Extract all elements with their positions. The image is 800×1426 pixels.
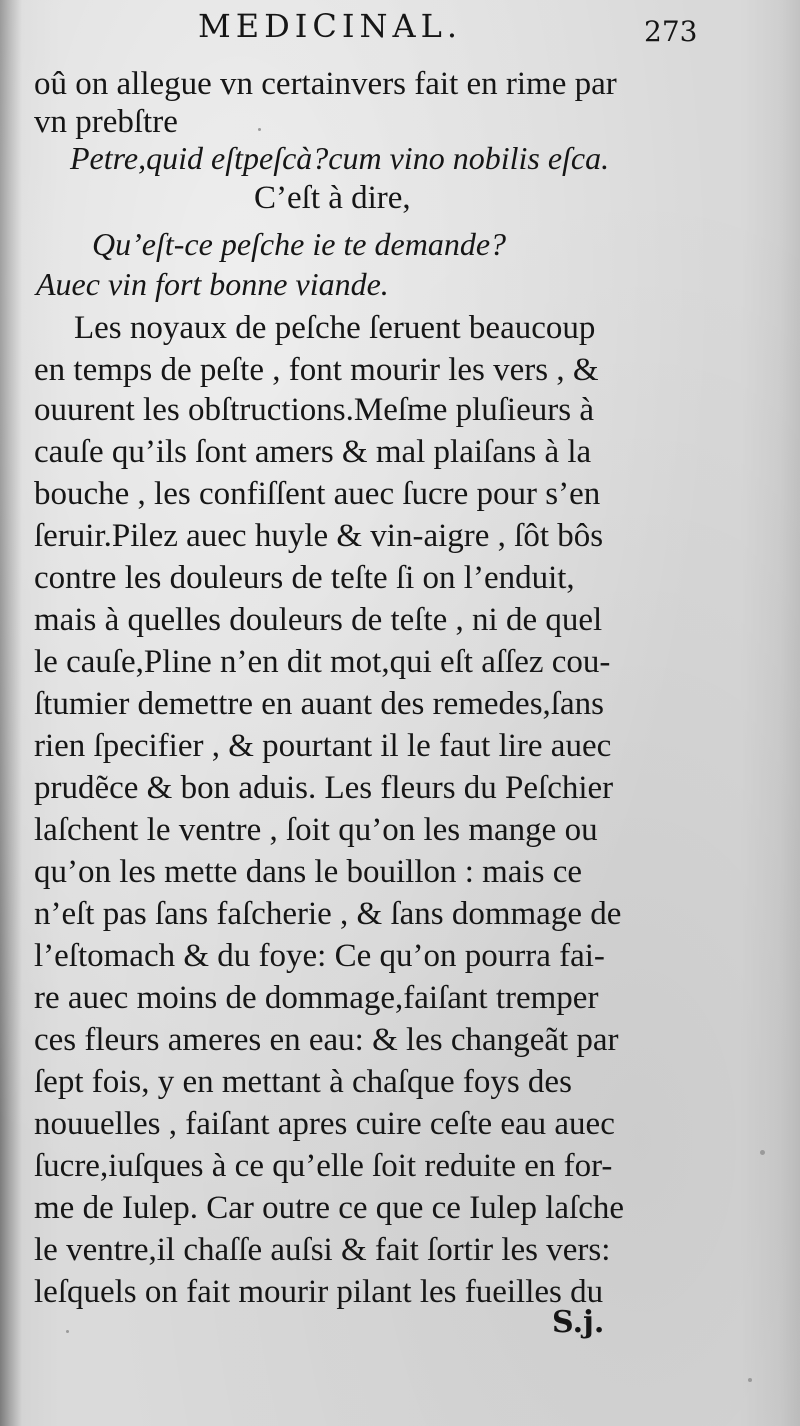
- text-line: l’eſtomach & du foye: Ce qu’on pourra fai-: [34, 938, 605, 974]
- paper-speck: [748, 1378, 752, 1382]
- verse-line: Petre,quid eſtpeſcà?cum vino nobilis eſca.: [70, 140, 610, 176]
- text-line: C’eſt à dire,: [254, 180, 411, 216]
- text-line: le ventre,il chaſſe auſsi & fait ſortir les vers:: [34, 1232, 611, 1268]
- text-line: laſchent le ventre , ſoit qu’on les mange ou: [34, 812, 598, 848]
- text-line: mais à quelles douleurs de teſte , ni de quel: [34, 602, 603, 638]
- text-line: re auec moins de dommage,faiſant tremper: [34, 980, 599, 1016]
- text-line: le cauſe,Pline n’en dit mot,qui eſt aſſez cou-: [34, 644, 611, 680]
- paper-speck: [258, 128, 261, 131]
- text-line: qu’on les mette dans le bouillon : mais ce: [34, 854, 583, 890]
- text-line: prudẽce & bon aduis. Les fleurs du Peſchier: [34, 770, 614, 806]
- text-line: oû on allegue vn certainvers fait en rime par: [34, 66, 617, 102]
- page-number: 273: [644, 15, 698, 48]
- running-title: MEDICINAL.: [198, 7, 463, 45]
- text-line: en temps de peſte , font mourir les vers , &: [34, 352, 599, 388]
- text-line: cauſe qu’ils ſont amers & mal plaiſans à la: [34, 434, 592, 470]
- text-line: ouurent les obſtructions.Meſme pluſieurs à: [34, 392, 594, 428]
- text-line: ſeruir.Pilez auec huyle & vin-aigre , ſôt bôs: [34, 518, 604, 554]
- text-line: Les noyaux de peſche ſeruent beaucoup: [74, 310, 596, 346]
- text-line: nouuelles , faiſant apres cuire ceſte eau auec: [34, 1106, 615, 1142]
- verse-line: Qu’eſt-ce peſche ie te demande?: [92, 226, 507, 262]
- text-line: n’eſt pas ſans faſcherie , & ſans dommage de: [34, 896, 622, 932]
- text-line: bouche , les confiſſent auec ſucre pour s’en: [34, 476, 601, 512]
- paper-speck: [66, 1330, 69, 1333]
- paper-speck: [760, 1150, 765, 1155]
- text-line: ſept fois, y en mettant à chaſque foys des: [34, 1064, 572, 1100]
- text-line: ſtumier demettre en auant des remedes,ſans: [34, 686, 604, 722]
- text-line: rien ſpecifier , & pourtant il le faut lire auec: [34, 728, 612, 764]
- text-line: vn prebſtre: [34, 104, 178, 140]
- text-line: me de Iulep. Car outre ce que ce Iulep laſche: [34, 1190, 625, 1226]
- signature-mark: S.j.: [552, 1305, 605, 1340]
- text-line: contre les douleurs de teſte ſi on l’enduit,: [34, 560, 575, 596]
- text-line: ces fleurs ameres en eau: & les changeãt par: [34, 1022, 619, 1058]
- text-line: ſucre,iuſques à ce qu’elle ſoit reduite en for-: [34, 1148, 613, 1184]
- verse-line: Auec vin fort bonne viande.: [36, 266, 389, 302]
- text-line: leſquels on fait mourir pilant les fueilles du: [34, 1274, 604, 1310]
